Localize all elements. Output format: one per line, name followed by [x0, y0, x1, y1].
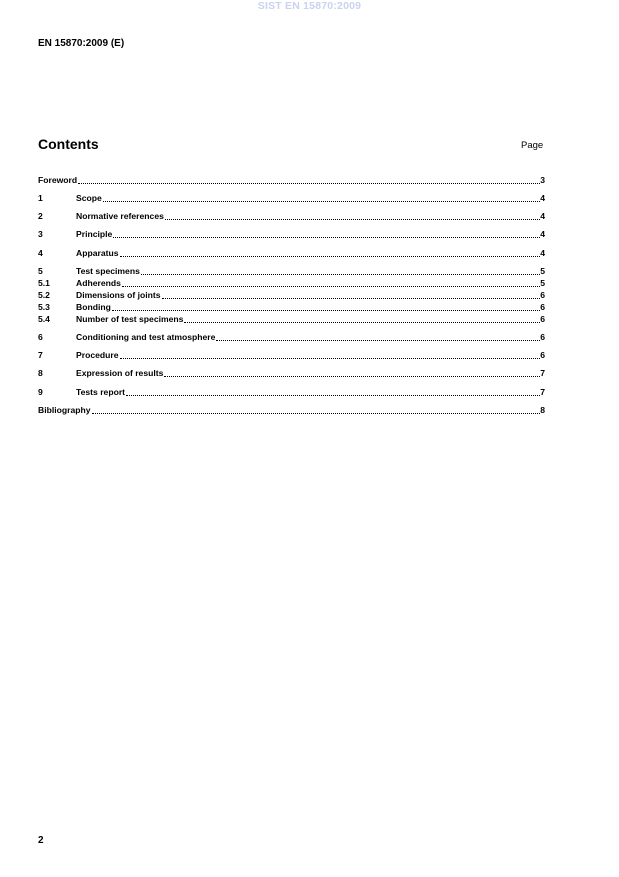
toc-leader-dots [141, 266, 540, 275]
toc-leader-dots [126, 387, 540, 396]
toc-entry-title: Bonding [76, 302, 111, 312]
toc-entry-page: 7 [540, 387, 545, 397]
toc-entry-title: Test specimens [76, 266, 140, 276]
toc-entry-title: Normative references [76, 211, 164, 221]
toc-leader-dots [165, 211, 540, 220]
toc-entry-number: 1 [38, 193, 43, 203]
toc-entry-page: 6 [540, 290, 545, 300]
toc-leader-dots [112, 302, 540, 311]
toc-entry-expression-of-results[interactable] [38, 368, 545, 379]
toc-entry-title: Bibliography [38, 405, 91, 415]
toc-entry-number: 5.1 [38, 278, 50, 288]
document-id: EN 15870:2009 (E) [38, 38, 125, 49]
toc-entry-page: 4 [540, 229, 545, 239]
toc-entry-foreword[interactable] [38, 175, 545, 186]
toc-leader-dots [164, 368, 540, 377]
toc-entry-test-specimens[interactable] [38, 266, 545, 277]
contents-heading: Contents [38, 136, 99, 152]
toc-entry-page: 6 [540, 350, 545, 360]
toc-leader-dots [122, 278, 540, 287]
watermark: SIST EN 15870:2009 [257, 0, 362, 12]
toc-entry-page: 5 [540, 278, 545, 288]
toc-entry-number-of-test-specimens[interactable] [38, 314, 545, 325]
toc-entry-bonding[interactable] [38, 302, 545, 313]
toc-entry-title: Tests report [76, 387, 126, 397]
toc-entry-page: 4 [540, 211, 545, 221]
toc-entry-number: 2 [38, 211, 43, 221]
toc-leader-dots [78, 175, 540, 184]
toc-entry-title: Scope [76, 193, 102, 203]
toc-leader-dots [184, 314, 540, 323]
toc-entry-title: Adherends [76, 278, 121, 288]
toc-entry-page: 6 [540, 314, 545, 324]
toc-leader-dots [113, 229, 540, 238]
toc-entry-adherends[interactable] [38, 278, 545, 289]
toc-entry-title: Foreword [38, 175, 78, 185]
toc-entry-title: Apparatus [76, 248, 119, 258]
toc-leader-dots [92, 405, 541, 414]
toc-entry-tests-report[interactable] [38, 387, 545, 398]
toc-entry-page: 7 [540, 368, 545, 378]
toc-entry-number: 5.3 [38, 302, 50, 312]
toc-entry-title: Number of test specimens [76, 314, 184, 324]
toc-entry-number: 6 [38, 332, 43, 342]
toc-entry-title: Conditioning and test atmosphere [76, 332, 216, 342]
toc-entry-number: 5.2 [38, 290, 50, 300]
toc-entry-title: Expression of results [76, 368, 164, 378]
toc-entry-title: Dimensions of joints [76, 290, 161, 300]
toc-entry-number: 3 [38, 229, 43, 239]
toc-entry-number: 5.4 [38, 314, 50, 324]
toc-entry-page: 4 [540, 193, 545, 203]
toc-entry-page: 4 [540, 248, 545, 258]
toc-leader-dots [103, 193, 540, 202]
toc-entry-scope[interactable] [38, 193, 545, 204]
toc-entry-procedure[interactable] [38, 350, 545, 361]
page-number: 2 [38, 835, 44, 846]
toc-entry-dimensions-of-joints[interactable] [38, 290, 545, 301]
toc-entry-conditioning-and-test-atmosphere[interactable] [38, 332, 545, 343]
toc-entry-principle[interactable] [38, 229, 545, 240]
page-column-heading: Page [521, 140, 544, 151]
toc-entry-apparatus[interactable] [38, 248, 545, 259]
toc-entry-number: 5 [38, 266, 43, 276]
toc-entry-page: 6 [540, 332, 545, 342]
toc-leader-dots [120, 350, 541, 359]
toc-entry-page: 8 [540, 405, 545, 415]
toc-entry-title: Procedure [76, 350, 119, 360]
toc-entry-number: 4 [38, 248, 43, 258]
toc-leader-dots [162, 290, 541, 299]
toc-entry-normative-references[interactable] [38, 211, 545, 222]
toc-leader-dots [216, 332, 540, 341]
toc-entry-page: 6 [540, 302, 545, 312]
toc-entry-number: 9 [38, 387, 43, 397]
toc-entry-page: 3 [540, 175, 545, 185]
toc-entry-bibliography[interactable] [38, 405, 545, 416]
toc-entry-page: 5 [540, 266, 545, 276]
toc-entry-title: Principle [76, 229, 113, 239]
toc-leader-dots [120, 248, 541, 257]
toc-entry-number: 8 [38, 368, 43, 378]
toc-entry-number: 7 [38, 350, 43, 360]
